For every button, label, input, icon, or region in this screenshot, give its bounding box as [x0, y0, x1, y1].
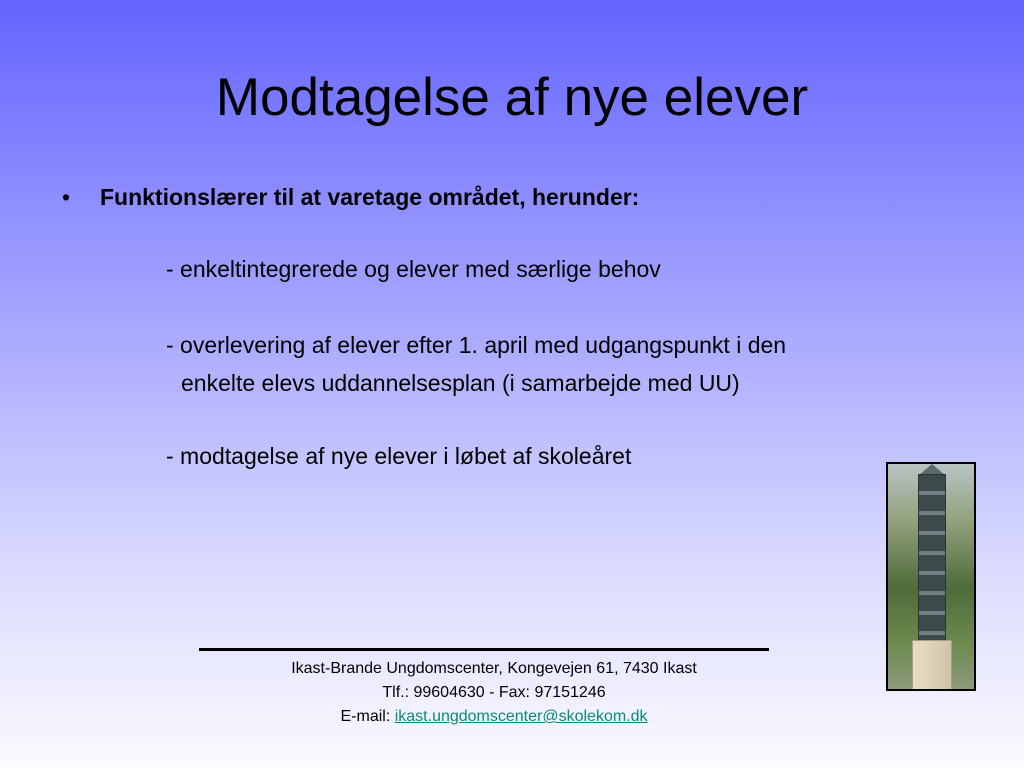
sub-item-integrated: - enkeltintegrerede og elever med særlige behov	[166, 256, 661, 282]
footer-divider	[199, 648, 769, 651]
pillar-base-shape	[912, 640, 952, 690]
footer-contact	[199, 657, 789, 729]
footer-email-label: E-mail:	[340, 708, 395, 725]
email-link[interactable]: ikast.ungdomscenter@skolekom.dk	[394, 708, 648, 725]
sub-item-handover: - overlevering af elever efter 1. april med udgangspunkt i den	[166, 332, 787, 358]
footer-address: Ikast-Brande Ungdomscenter, Kongevejen 61, 7430 Ikast	[291, 660, 697, 677]
sub-item-handover-continued: enkelte elevs uddannelsesplan (i samarbejde med UU)	[181, 370, 740, 396]
bullet-marker: •	[62, 184, 71, 210]
slide-title: Modtagelse af nye elever	[215, 68, 809, 127]
pillar-shape	[918, 474, 946, 644]
footer-phone-fax: Tlf.: 99604630 - Fax: 97151246	[382, 684, 606, 701]
bullet-text: Funktionslærer til at varetage området, herunder:	[100, 184, 640, 210]
footer-email-line	[199, 705, 789, 729]
sculpture-photo	[886, 462, 976, 691]
sub-item-reception: - modtagelse af nye elever i løbet af skoleåret	[166, 443, 632, 469]
